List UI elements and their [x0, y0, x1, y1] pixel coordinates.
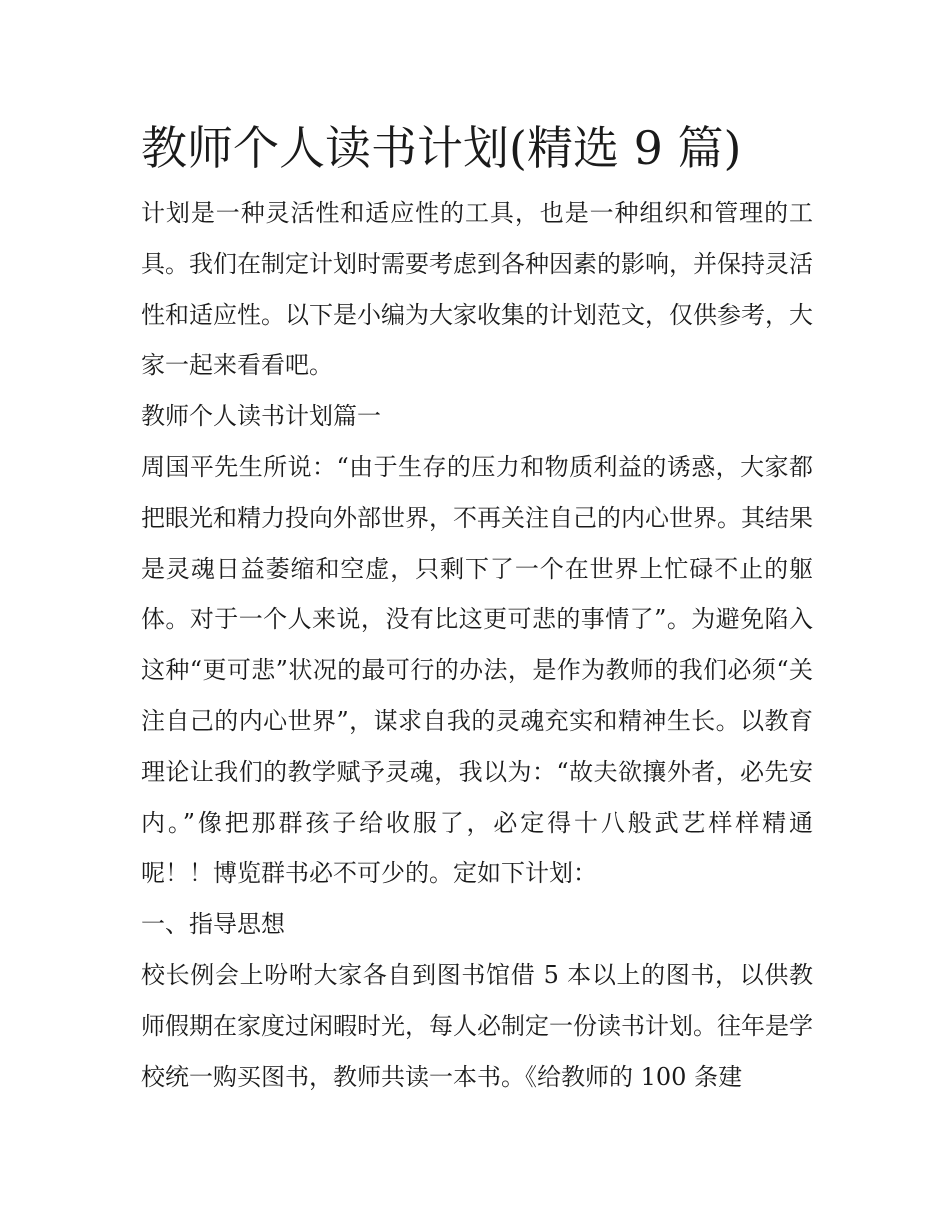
section-title: 教师个人读书计划篇一 — [141, 402, 381, 431]
document-title: 教师个人读书计划(精选 9 篇) — [141, 121, 742, 175]
heading-guiding-thought: 一、指导思想 — [141, 910, 285, 939]
body-paragraph-2: 校长例会上吩咐大家各自到图书馆借 5 本以上的图书，以供教师假期在家度过闲暇时光，每人必制定一份读书计划。往年是学校统一购买图书，教师共读一本书。《给教师的 100 条建 — [141, 960, 813, 1091]
body-paragraph-1: 周国平先生所说：“由于生存的压力和物质利益的诱惑，大家都把眼光和精力投向外部世界，不再关注自己的内心世界。其结果是灵魂日益萎缩和空虚，只剩下了一个在世界上忙碌不止的躯体。对于一个人来说，没有比这更可悲的事情了”。为避免陷入这种“更可悲”状况的最可行的办法，是作为教师的我们必须“关注自己的内心世界”，谋求自我的灵魂充实和精神生长。以教育理论让我们的教学赋予灵魂，我以为：“故夫欲攘外者，必先安内。”像把那群孩子给收服了，必定得十八般武艺样样精通呢！！博览群书必不可少的。定如下计划： — [141, 452, 813, 888]
intro-paragraph: 计划是一种灵活性和适应性的工具，也是一种组织和管理的工具。我们在制定计划时需要考虑到各种因素的影响，并保持灵活性和适应性。以下是小编为大家收集的计划范文，仅供参考，大家一起来看看吧。 — [141, 199, 813, 380]
document-page — [141, 112, 813, 1102]
